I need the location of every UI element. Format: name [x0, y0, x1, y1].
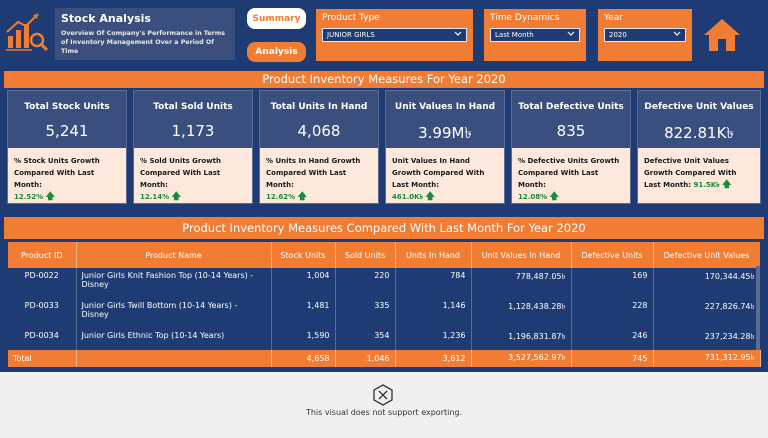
year-dropdown[interactable] [604, 28, 686, 42]
year-filter [598, 9, 692, 61]
table-cell: 335 [335, 298, 395, 328]
kpi-value: 3.99M৳ [418, 124, 472, 142]
kpi-growth-value: 12.08% [518, 193, 548, 201]
table-cell: 237,234.28৳ [653, 328, 760, 358]
column-header[interactable]: Defective Units [571, 242, 653, 268]
year-label: Year [604, 13, 624, 23]
kpi-value: 4,068 [297, 122, 341, 140]
total-cell [76, 350, 271, 367]
kpi-footer [134, 148, 252, 203]
table-cell: 1,128,438.28৳ [471, 298, 571, 328]
table-total-row [8, 350, 760, 367]
page-subtitle: Overview Of Company's Performance in Terms of Inventory Management Over a Period Of Time [61, 30, 226, 55]
arrow-up-icon: 🡅 [171, 192, 181, 202]
arrow-up-icon: 🡅 [722, 180, 732, 190]
column-header[interactable]: Defective Unit Values [653, 242, 760, 268]
kpi-value: 822.81K৳ [664, 124, 734, 142]
kpi-growth-value: 461.0K৳ [392, 193, 424, 201]
kpi-footer [386, 148, 504, 203]
column-header[interactable]: Product Name [76, 242, 271, 268]
table-cell: 778,487.05৳ [471, 268, 571, 298]
table-cell: 784 [395, 268, 471, 298]
product-type-label: Product Type [322, 13, 380, 23]
kpi-title: Total Sold Units [153, 102, 233, 112]
kpi-value: 5,241 [45, 122, 89, 140]
kpi-card-unit-values [385, 90, 505, 204]
kpi-title: Total Stock Units [24, 102, 110, 112]
time-dynamics-value: Last Month [495, 31, 534, 39]
arrow-up-icon: 🡅 [549, 192, 559, 202]
column-header[interactable]: Units In Hand [395, 242, 471, 268]
kpi-card-stock-units [7, 90, 127, 204]
title-box [55, 8, 235, 60]
error-icon [372, 384, 394, 406]
analysis-button[interactable]: Analysis [247, 42, 306, 62]
chevron-down-icon [673, 31, 681, 39]
chevron-down-icon [454, 31, 462, 39]
kpi-growth-label: Unit Values In Hand Growth Compared With Last Month: [392, 157, 485, 189]
table-cell: PD-0033 [8, 298, 76, 328]
table-cell: 1,196,831.87৳ [471, 328, 571, 358]
kpi-growth-value: 91.5K৳ [693, 181, 720, 189]
table-cell: 1,236 [395, 328, 471, 358]
kpi-footer [512, 148, 630, 203]
table-cell: 1,481 [271, 298, 335, 328]
arrow-up-icon: 🡅 [297, 192, 307, 202]
total-label: Total [8, 350, 76, 367]
time-dynamics-dropdown[interactable] [490, 28, 580, 42]
table-cell: 227,826.74৳ [653, 298, 760, 328]
table-cell: 1,590 [271, 328, 335, 358]
page-title: Stock Analysis [61, 12, 151, 25]
kpi-growth-label: % Sold Units Growth Compared With Last Month: [140, 157, 221, 189]
section-banner-comparison: Product Inventory Measures Compared With Last Month For Year 2020 [4, 217, 764, 239]
time-dynamics-filter [484, 9, 586, 61]
total-cell: 3,527,562.97৳ [471, 350, 571, 367]
table-scrollbar[interactable] [756, 266, 760, 350]
table-cell: Junior Girls Ethnic Top (10-14 Years) [76, 328, 271, 358]
product-type-value: JUNIOR GIRLS [327, 31, 375, 39]
summary-button[interactable]: Summary [247, 8, 306, 29]
kpi-growth-value: 12.52% [14, 193, 44, 201]
kpi-growth-label: Defective Unit Values Growth Compared With Last Month: [644, 157, 737, 189]
product-type-dropdown[interactable] [322, 28, 467, 42]
kpi-growth-value: 12.62% [266, 193, 296, 201]
table-row[interactable] [8, 268, 760, 298]
column-header[interactable]: Sold Units [335, 242, 395, 268]
column-header[interactable]: Product ID [8, 242, 76, 268]
section-banner-measures: Product Inventory Measures For Year 2020 [4, 71, 764, 88]
kpi-growth-label: % Units In Hand Growth Compared With Last Month: [266, 157, 361, 189]
kpi-card-units-in-hand [259, 90, 379, 204]
export-notice: This visual does not support exporting. [305, 408, 463, 417]
kpi-card-defective-values [637, 90, 761, 204]
table-cell: 169 [571, 268, 653, 298]
column-header[interactable]: Unit Values In Hand [471, 242, 571, 268]
kpi-footer [638, 148, 760, 203]
table-cell: 246 [571, 328, 653, 358]
kpi-title: Unit Values In Hand [394, 102, 496, 112]
table-header-row [8, 242, 760, 268]
table-cell: PD-0034 [8, 328, 76, 358]
kpi-growth-label: % Stock Units Growth Compared With Last Month: [14, 157, 100, 189]
total-cell: 745 [571, 350, 653, 367]
time-dynamics-label: Time Dynamics [490, 13, 560, 23]
year-value: 2020 [609, 31, 627, 39]
table-cell: 1,146 [395, 298, 471, 328]
table-cell: PD-0022 [8, 268, 76, 298]
kpi-card-defective-units [511, 90, 631, 204]
table-cell: 354 [335, 328, 395, 358]
kpi-title: Total Units In Hand [270, 102, 368, 112]
total-cell: 4,658 [271, 350, 335, 367]
kpi-growth-value: 12.14% [140, 193, 170, 201]
total-cell: 1,046 [335, 350, 395, 367]
kpi-card-sold-units [133, 90, 253, 204]
table-cell: Junior Girls Twill Bottom (10-14 Years) - Disney [76, 298, 271, 328]
table-row[interactable] [8, 298, 760, 328]
arrow-up-icon: 🡅 [425, 192, 435, 202]
home-icon[interactable] [702, 17, 742, 53]
table-cell: 228 [571, 298, 653, 328]
kpi-value: 835 [556, 122, 586, 140]
total-cell: 3,612 [395, 350, 471, 367]
kpi-value: 1,173 [171, 122, 215, 140]
kpi-title: Total Defective Units [518, 102, 624, 112]
kpi-footer [8, 148, 126, 203]
table-cell: 220 [335, 268, 395, 298]
kpi-title: Defective Unit Values [644, 102, 754, 112]
kpi-growth-label: % Defective Units Growth Compared With Last Month: [518, 157, 620, 189]
table-cell: 170,344.45৳ [653, 268, 760, 298]
chevron-down-icon [567, 31, 575, 39]
arrow-up-icon: 🡅 [45, 192, 55, 202]
total-cell: 731,312.95৳ [653, 350, 760, 367]
column-header[interactable]: Stock Units [271, 242, 335, 268]
analytics-icon [4, 10, 50, 56]
table-cell: 1,004 [271, 268, 335, 298]
kpi-footer [260, 148, 378, 203]
table-cell: Junior Girls Knit Fashion Top (10-14 Years) - Disney [76, 268, 271, 298]
product-type-filter [316, 9, 473, 61]
